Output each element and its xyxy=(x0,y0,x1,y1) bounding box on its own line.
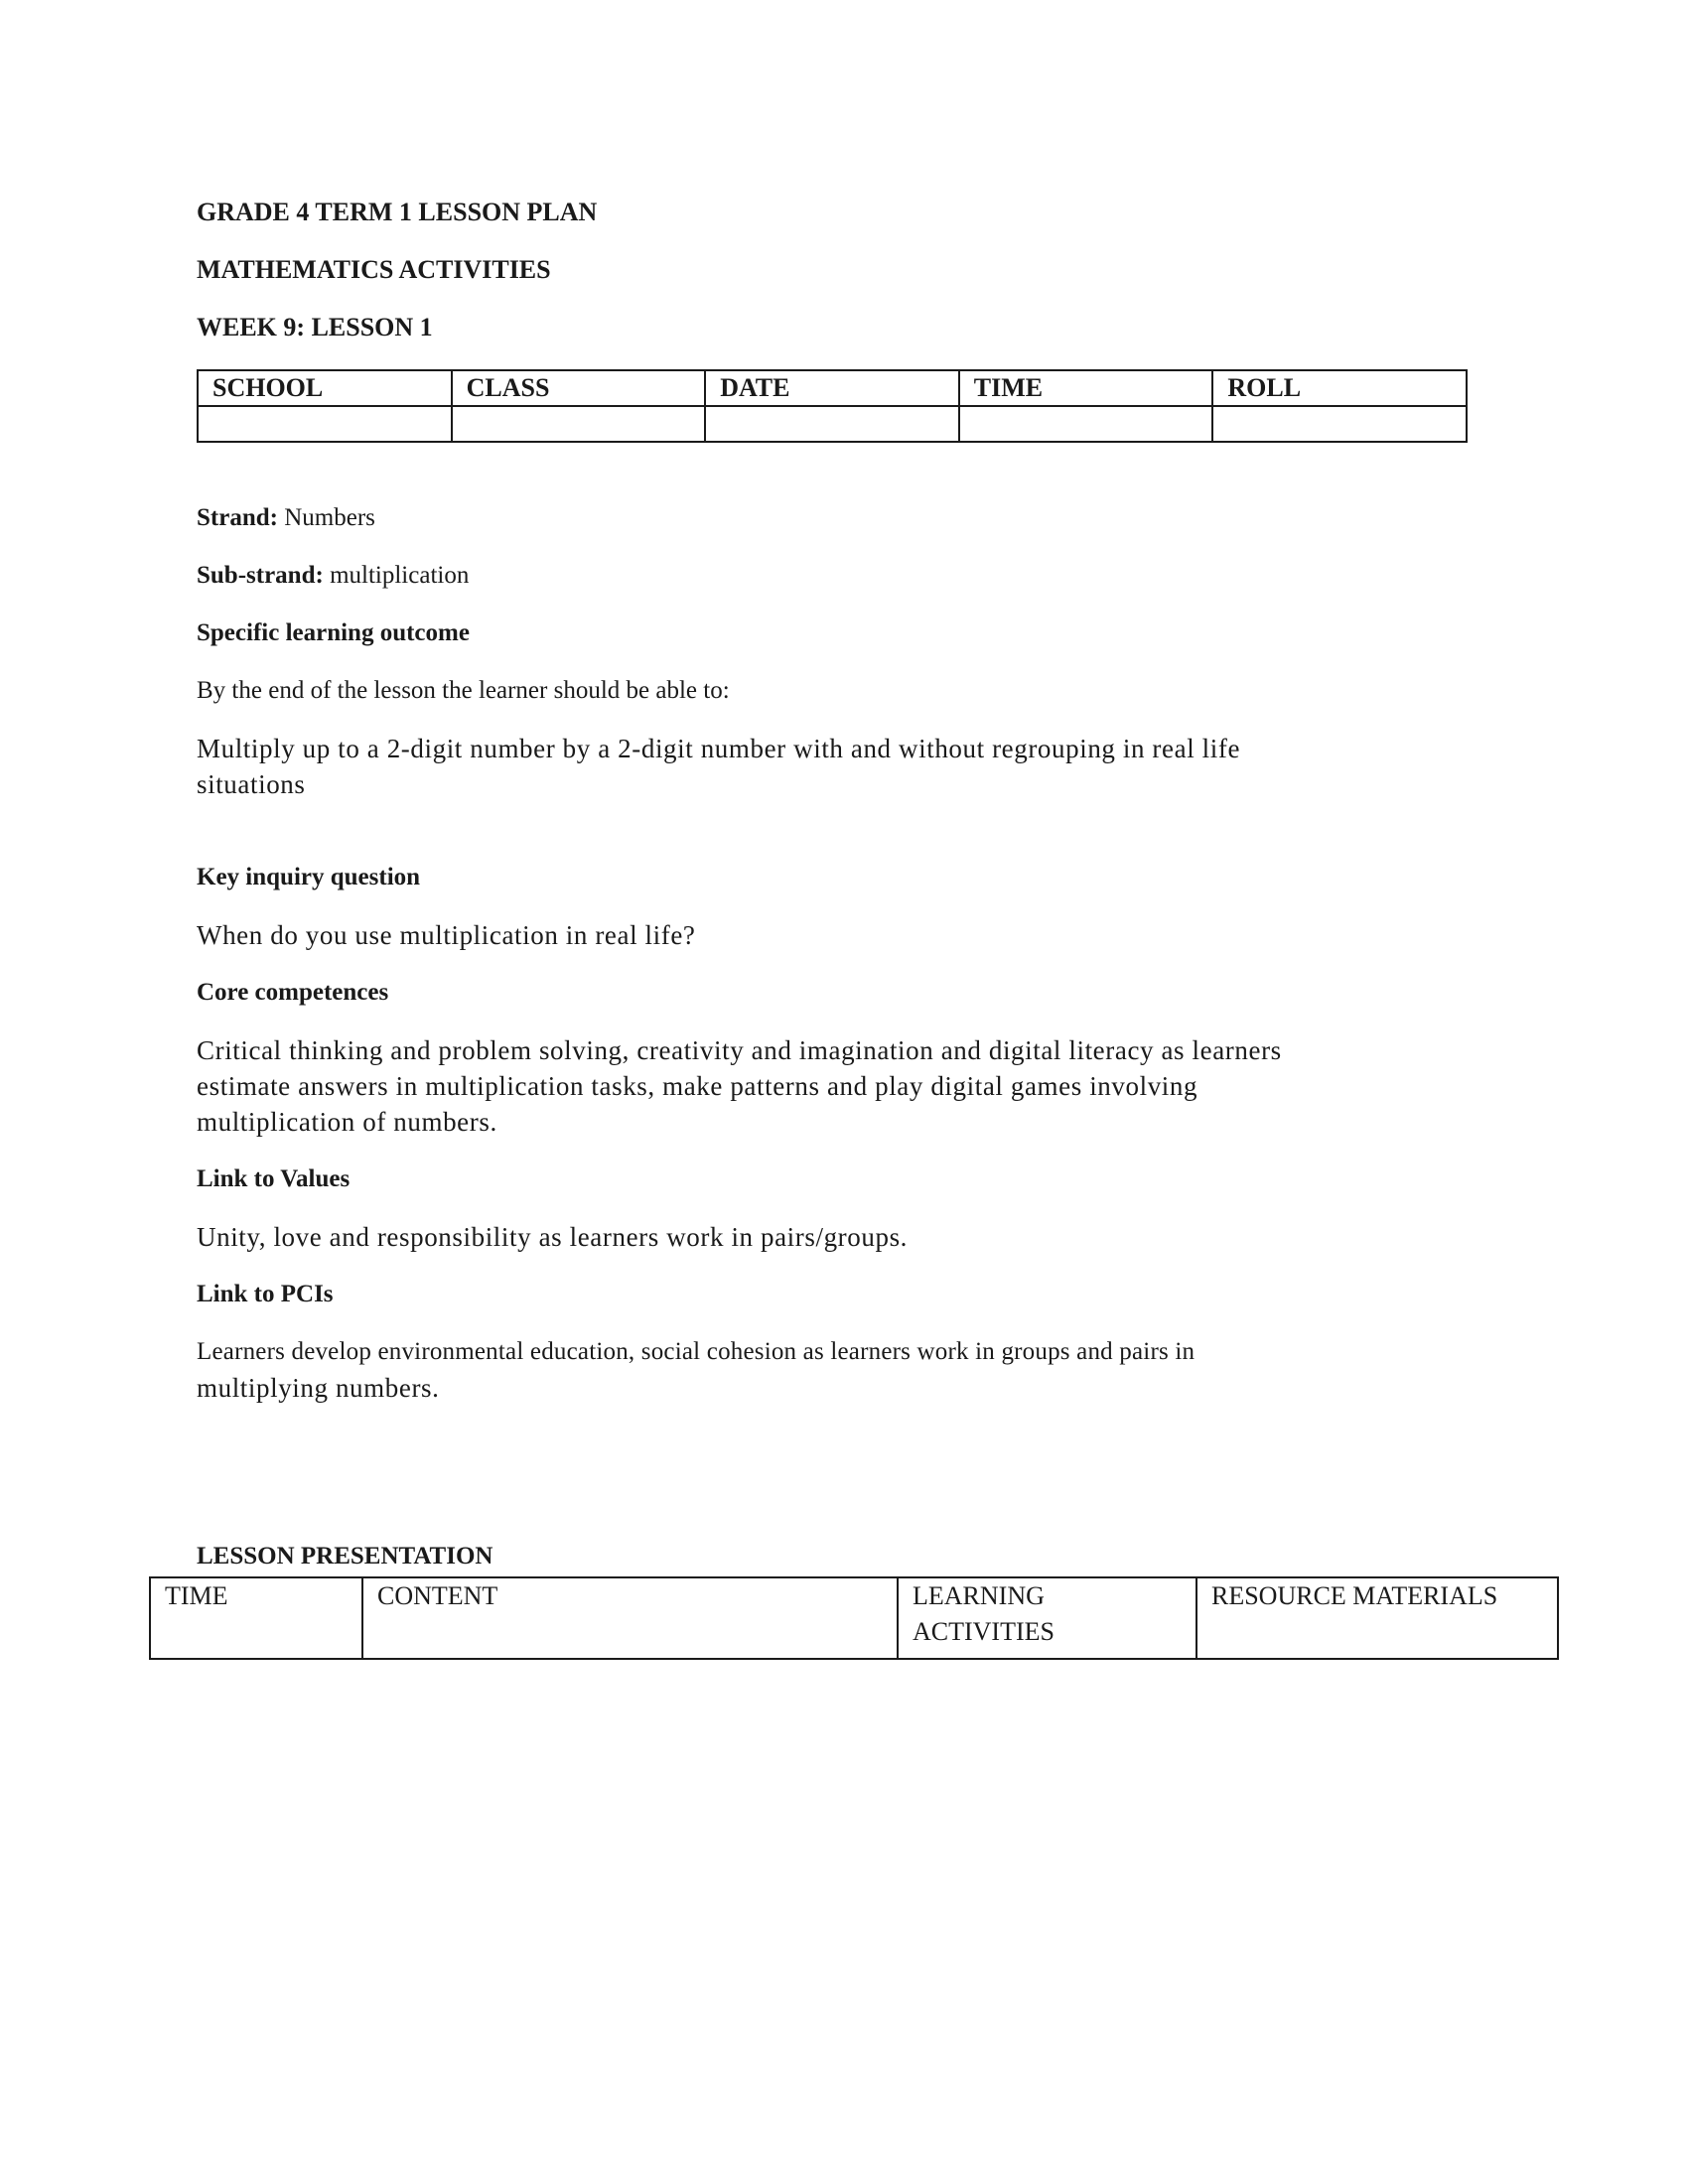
sub-strand-value: multiplication xyxy=(323,562,470,589)
outcome-heading: Specific learning outcome xyxy=(197,619,470,646)
lesson-plan-title: GRADE 4 TERM 1 LESSON PLAN xyxy=(197,198,598,226)
lesson-presentation-heading: LESSON PRESENTATION xyxy=(197,1543,493,1570)
pcis-heading: Link to PCIs xyxy=(197,1281,334,1307)
column-header-resource-materials: RESOURCE MATERIALS xyxy=(1196,1577,1558,1659)
inquiry-heading: Key inquiry question xyxy=(197,864,421,890)
column-header-content: CONTENT xyxy=(362,1577,898,1659)
header-table xyxy=(197,369,1468,443)
sub-strand-line xyxy=(197,558,469,594)
header-cell-school: SCHOOL xyxy=(198,370,452,406)
week-lesson-title: WEEK 9: LESSON 1 xyxy=(197,313,433,341)
values-heading: Link to Values xyxy=(197,1165,351,1192)
outcome-text-line-2: situations xyxy=(197,769,306,799)
outcome-intro: By the end of the lesson the learner should be able to: xyxy=(197,677,730,704)
outcome-text-line-1: Multiply up to a 2-digit number by a 2-digit number with and without regrouping in real life xyxy=(197,734,1241,763)
lesson-table-header-row xyxy=(150,1577,1558,1659)
lesson-presentation-table xyxy=(149,1576,1559,1660)
inquiry-text: When do you use multiplication in real life? xyxy=(197,920,696,950)
column-header-time: TIME xyxy=(150,1577,362,1659)
competences-heading: Core competences xyxy=(197,979,389,1006)
header-cell-class: CLASS xyxy=(452,370,706,406)
strand-value: Numbers xyxy=(277,504,375,531)
competences-text-line-1: Critical thinking and problem solving, creativity and imagination and digital literacy as learners xyxy=(197,1035,1282,1065)
header-cell-time: TIME xyxy=(959,370,1213,406)
values-text: Unity, love and responsibility as learners work in pairs/groups. xyxy=(197,1222,909,1252)
header-cell-date: DATE xyxy=(705,370,959,406)
header-cell-roll: ROLL xyxy=(1212,370,1467,406)
header-table-row-labels xyxy=(198,370,1467,406)
column-header-learning-activities: LEARNING ACTIVITIES xyxy=(898,1577,1196,1659)
strand-line xyxy=(197,500,375,536)
value-cell-date xyxy=(705,406,959,442)
value-cell-class xyxy=(452,406,706,442)
value-cell-time xyxy=(959,406,1213,442)
subject-title: MATHEMATICS ACTIVITIES xyxy=(197,255,551,284)
competences-text-line-3: multiplication of numbers. xyxy=(197,1107,497,1137)
value-cell-school xyxy=(198,406,452,442)
sub-strand-label: Sub-strand: xyxy=(197,562,324,589)
pcis-text-line-2: multiplying numbers. xyxy=(197,1373,440,1403)
competences-text-line-2: estimate answers in multiplication tasks, make patterns and play digital games involving xyxy=(197,1071,1198,1101)
value-cell-roll xyxy=(1212,406,1467,442)
strand-label: Strand: xyxy=(197,504,278,531)
header-table-row-values xyxy=(198,406,1467,442)
pcis-text-line-1: Learners develop environmental education, social cohesion as learners work in groups and pairs in xyxy=(197,1338,1196,1365)
